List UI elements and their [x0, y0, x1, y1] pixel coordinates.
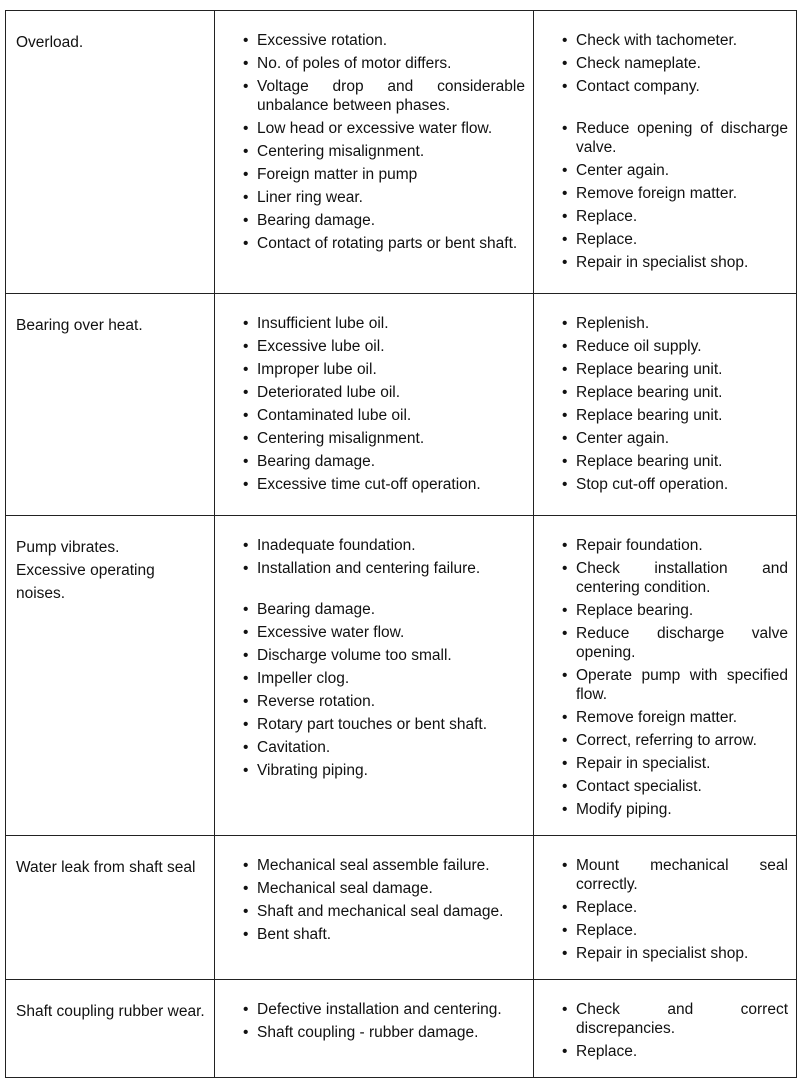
cause-item: • Voltage drop and considerable unbalance between phases. [257, 77, 525, 115]
remedy-list [562, 314, 788, 494]
remedy-item: • Repair in specialist shop. [576, 253, 788, 272]
remedy-item: • Reduce oil supply. [576, 337, 788, 356]
table-row [6, 980, 797, 1078]
cause-item: • Centering misalignment. [257, 429, 525, 448]
cause-cell [215, 294, 534, 516]
remedy-item: • Replace bearing unit. [576, 406, 788, 425]
remedy-item: • Remove foreign matter. [576, 708, 788, 727]
cause-item: • Excessive rotation. [257, 31, 525, 50]
remedy-item: • Center again. [576, 161, 788, 180]
remedy-cell [534, 980, 797, 1078]
remedy-item: • Check installation and centering condition. [576, 559, 788, 597]
cause-item: • Bent shaft. [257, 925, 525, 944]
cause-item: • Discharge volume too small. [257, 646, 525, 665]
cause-item: • Foreign matter in pump [257, 165, 525, 184]
cause-cell [215, 516, 534, 836]
remedy-item: • Reduce opening of discharge valve. [576, 119, 788, 157]
remedy-item: • Repair in specialist shop. [576, 944, 788, 963]
symptom-cell: Pump vibrates. Excessive operating noises. [6, 516, 215, 836]
cause-item: • Impeller clog. [257, 669, 525, 688]
cause-item: • Deteriorated lube oil. [257, 383, 525, 402]
table-row [6, 11, 797, 294]
remedy-item: • Replenish. [576, 314, 788, 333]
cause-item: • Liner ring wear. [257, 188, 525, 207]
remedy-item: • Check nameplate. [576, 54, 788, 73]
remedy-item: • Check with tachometer. [576, 31, 788, 50]
cause-item: • Contaminated lube oil. [257, 406, 525, 425]
table-row [6, 516, 797, 836]
cause-item: • Inadequate foundation. [257, 536, 525, 555]
cause-cell [215, 11, 534, 294]
cause-item: • Excessive water flow. [257, 623, 525, 642]
remedy-item: • Operate pump with specified flow. [576, 666, 788, 704]
cause-list [243, 856, 525, 944]
remedy-item: • Modify piping. [576, 800, 788, 819]
remedy-item: • Contact specialist. [576, 777, 788, 796]
cause-item: • Reverse rotation. [257, 692, 525, 711]
symptom-cell: Overload. [6, 11, 215, 294]
remedy-item: • Center again. [576, 429, 788, 448]
remedy-cell [534, 294, 797, 516]
remedy-item: • Repair in specialist. [576, 754, 788, 773]
remedy-item: • Replace. [576, 898, 788, 917]
cause-item: • Improper lube oil. [257, 360, 525, 379]
remedy-item: • Remove foreign matter. [576, 184, 788, 203]
remedy-cell [534, 516, 797, 836]
remedy-item: • Replace. [576, 207, 788, 226]
remedy-item: • Replace bearing. [576, 601, 788, 620]
remedy-list [562, 856, 788, 963]
remedy-item: • Check and correct discrepancies. [576, 1000, 788, 1038]
cause-item: • Shaft coupling - rubber damage. [257, 1023, 525, 1042]
cause-cell [215, 980, 534, 1078]
cause-item: • Bearing damage. [257, 600, 525, 619]
cause-list [243, 1000, 525, 1042]
remedy-item: • Replace bearing unit. [576, 360, 788, 379]
symptom-cell: Water leak from shaft seal [6, 836, 215, 980]
cause-item: • Excessive time cut-off operation. [257, 475, 525, 494]
table-row [6, 294, 797, 516]
remedy-list [562, 31, 788, 272]
cause-item: • Bearing damage. [257, 211, 525, 230]
remedy-item: • Repair foundation. [576, 536, 788, 555]
cause-item: • Bearing damage. [257, 452, 525, 471]
remedy-item: • Mount mechanical seal correctly. [576, 856, 788, 894]
remedy-item: • Contact company. [576, 77, 788, 96]
cause-item: • Cavitation. [257, 738, 525, 757]
troubleshooting-table [5, 10, 797, 1078]
cause-item: • Centering misalignment. [257, 142, 525, 161]
remedy-item: • Replace bearing unit. [576, 383, 788, 402]
remedy-list [562, 1000, 788, 1061]
remedy-cell [534, 11, 797, 294]
remedy-cell [534, 836, 797, 980]
remedy-item: • Reduce discharge valve opening. [576, 624, 788, 662]
table-row [6, 836, 797, 980]
symptom-cell: Shaft coupling rubber wear. [6, 980, 215, 1078]
cause-item: • Excessive lube oil. [257, 337, 525, 356]
symptom-cell: Bearing over heat. [6, 294, 215, 516]
cause-item: • Mechanical seal assemble failure. [257, 856, 525, 875]
remedy-item: • Replace bearing unit. [576, 452, 788, 471]
cause-item: • Rotary part touches or bent shaft. [257, 715, 525, 734]
cause-item: • Insufficient lube oil. [257, 314, 525, 333]
cause-list [243, 31, 525, 253]
remedy-item: • Correct, referring to arrow. [576, 731, 788, 750]
cause-list [243, 536, 525, 780]
remedy-item: • Replace. [576, 921, 788, 940]
cause-list [243, 314, 525, 494]
remedy-item: • Replace. [576, 1042, 788, 1061]
remedy-list [562, 536, 788, 819]
cause-item: • Shaft and mechanical seal damage. [257, 902, 525, 921]
cause-item: • Installation and centering failure. [257, 559, 525, 578]
cause-item: • Vibrating piping. [257, 761, 525, 780]
cause-item: • Mechanical seal damage. [257, 879, 525, 898]
remedy-item: • Stop cut-off operation. [576, 475, 788, 494]
cause-item: • Contact of rotating parts or bent shaft. [257, 234, 525, 253]
cause-item: • Low head or excessive water flow. [257, 119, 525, 138]
cause-item: • No. of poles of motor differs. [257, 54, 525, 73]
cause-cell [215, 836, 534, 980]
remedy-item: • Replace. [576, 230, 788, 249]
cause-item: • Defective installation and centering. [257, 1000, 525, 1019]
